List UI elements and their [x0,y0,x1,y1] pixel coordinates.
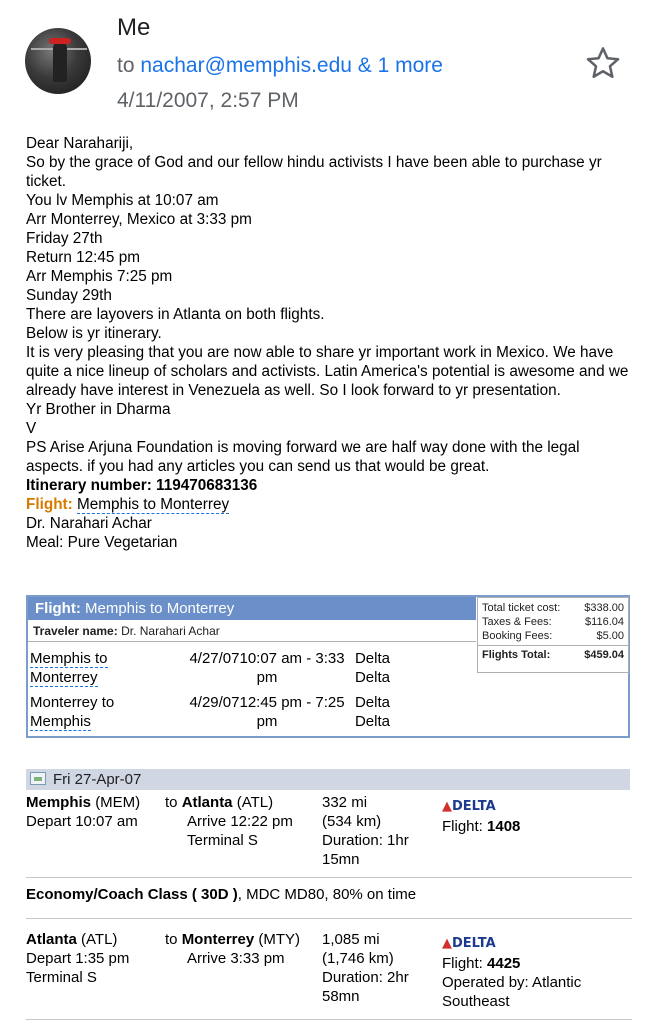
origin-code: (ATL) [81,931,118,948]
cost-value: $5.00 [596,630,624,642]
to-word: to [165,794,178,811]
cost-label: Total ticket cost: [482,602,561,614]
duration-a: Duration: 1hr [322,832,409,849]
miles: 1,085 mi [322,931,380,948]
segment-destination [165,793,315,850]
depart-time: Depart 10:07 am [26,813,138,830]
class-rest: , MDC MD80, 80% on time [237,886,417,903]
day-label: Fri 27-Apr-07 [53,771,142,788]
segment-origin [26,930,166,987]
traveler-label: Traveler name: [33,624,118,638]
body-line: Arr Monterrey, Mexico at 3:33 pm [26,211,252,228]
sender-name[interactable]: Me [117,14,151,41]
body-line: PS Arise Arjuna Foundation is moving forward we are half way done with the legal aspects. if you had any articles you can send us that would be great. [26,439,580,475]
segment-origin [26,793,166,831]
route-time [180,649,354,687]
duration-a: Duration: 2hr [322,969,409,986]
cost-box [477,597,629,673]
avatar-figure [53,42,67,82]
km: (1,746 km) [322,950,394,967]
cost-value: $338.00 [584,602,624,614]
cost-row [478,615,628,629]
operated-by: Operated by: Atlantic Southeast [442,974,582,1010]
itinerary-number: Itinerary number: 119470683136 [26,477,258,494]
summary-route: Memphis to Monterrey [85,600,235,617]
route-time-b: pm [256,713,278,730]
message-body [26,134,638,552]
arrive-time: Arrive 3:33 pm [187,950,285,967]
sender-avatar[interactable] [25,28,91,94]
segment-airline [442,793,630,836]
flight-line [26,495,638,514]
route-line-b[interactable]: Monterrey [30,669,98,686]
body-line: Yr Brother in Dharma [26,401,171,418]
route-airline [338,649,390,687]
body-line: Return 12:45 pm [26,249,140,266]
meal-line: Meal: Pure Vegetarian [26,534,178,551]
origin-city: Atlanta [26,931,77,948]
class-info [26,885,416,904]
body-line: Arr Memphis 7:25 pm [26,268,173,285]
duration-b: 15mn [322,851,360,868]
route-line-a[interactable]: Memphis to [30,650,108,667]
segment-destination [165,930,315,968]
to-word: to [165,931,178,948]
day-header [26,769,630,790]
cost-value: $116.04 [585,616,624,628]
class-text: Economy/Coach Class ( 30D ) [26,886,238,903]
route-line-b[interactable]: Memphis [30,713,91,730]
route-time-b: pm [256,669,278,686]
body-line: There are layovers in Atlanta on both flights. [26,306,325,323]
cost-label: Booking Fees: [482,630,553,642]
traveler-value: Dr. Narahari Achar [121,624,220,638]
route-airline [338,693,390,731]
body-line: It is very pleasing that you are now able to share yr important work in Mexico. We have quite a nice lineup of scholars and activists. Latin America's potential is awesome and we already have interest in Venezuela as well. So I look forward to yr presentation. [26,344,629,399]
image-placeholder-icon [30,772,46,785]
dest-terminal: Terminal S [187,832,258,849]
avatar-hat [49,38,71,44]
origin-code: (MEM) [95,794,141,811]
divider [26,877,632,878]
body-line: Dear Narahariji, [26,135,134,152]
route-airline-a: Delta [354,694,390,711]
cost-row [478,629,628,643]
message-header [0,0,661,125]
body-line: You lv Memphis at 10:07 am [26,192,219,209]
delta-logo: ▲DELTA [442,936,496,951]
total-label: Flights Total: [482,649,551,661]
duration-b: 58mn [322,988,360,1005]
traveler-row [28,620,476,642]
miles: 332 mi [322,794,368,811]
dest-city: Monterrey [181,931,255,948]
cost-row [478,601,628,615]
body-line: Friday 27th [26,230,103,247]
segment-distance [322,930,432,1006]
star-icon[interactable] [584,44,622,82]
flight-route-link[interactable]: Memphis to Monterrey [76,496,230,513]
depart-time: Depart 1:35 pm [26,950,130,967]
route-time-a: 4/29/0712:45 pm - 7:25 [189,694,345,711]
message-date: 4/11/2007, 2:57 PM [117,89,299,112]
summary-flight-label: Flight: [35,600,81,617]
segment-airline [442,930,630,1011]
flight-label: Flight: [26,496,73,513]
route-name[interactable] [30,693,150,731]
divider [26,1019,632,1020]
route-airline-b: Delta [354,669,390,686]
delta-logo-text: DELTA [452,936,496,951]
body-line: So by the grace of God and our fellow hindu activists I have been able to purchase yr ticket. [26,154,602,190]
route-time [180,693,354,731]
traveler-line: Dr. Narahari Achar [26,515,152,532]
segment-distance [322,793,432,869]
origin-terminal: Terminal S [26,969,97,986]
km: (534 km) [322,813,382,830]
recipients-link[interactable]: nachar@memphis.edu & 1 more [140,54,443,77]
total-value: $459.04 [584,649,624,661]
body-line: Below is yr itinerary. [26,325,162,342]
divider [26,918,632,919]
arrive-time: Arrive 12:22 pm [187,813,293,830]
origin-city: Memphis [26,794,92,811]
flight-label: Flight: [442,955,483,972]
dest-code: (ATL) [236,794,274,811]
delta-logo: ▲DELTA [442,799,496,814]
route-airline-a: Delta [354,650,390,667]
flight-number: 4425 [487,955,521,972]
route-time-a: 4/27/0710:07 am - 3:33 [189,650,345,667]
route-name[interactable] [30,649,150,687]
body-line: V [26,420,37,437]
dest-city: Atlanta [181,794,233,811]
to-prefix: to [117,54,135,77]
flight-label: Flight: [442,818,483,835]
delta-logo-text: DELTA [452,799,496,814]
cost-label: Taxes & Fees: [482,616,552,628]
recipients-line[interactable] [117,54,443,78]
flight-summary-box [26,595,630,738]
total-row [478,645,628,662]
flight-number: 1408 [487,818,521,835]
route-airline-b: Delta [354,713,390,730]
summary-header [28,597,476,620]
dest-code: (MTY) [258,931,301,948]
body-line: Sunday 29th [26,287,112,304]
route-line-a[interactable]: Monterrey to [30,694,115,711]
